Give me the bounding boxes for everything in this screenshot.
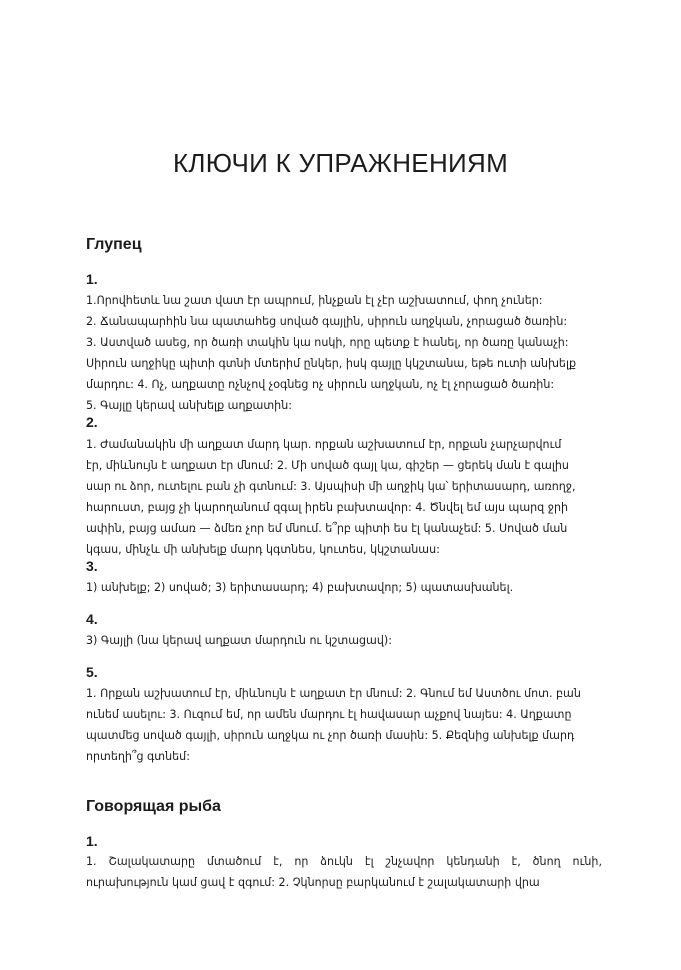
answer-line: ափին, բայց ամառ — ձմեռ չոր եմ մնում. ե՞րբ պիտի ես էլ կանաչեմ: 5. Սոված ման <box>86 522 568 535</box>
page-title: КЛЮЧИ К УПРАЖНЕНИЯМ <box>172 148 509 178</box>
answer-line: 1.Որովհետև նա շատ վատ էր ապրում, ինչքան էլ չէր աշխատում, փող չուներ: <box>86 294 543 307</box>
answer-line: 1. Ժամանակին մի աղքատ մարդ կար. որքան աշխատում էր, որքան չարչարվում <box>86 438 562 451</box>
exercise-number: 3. <box>86 558 98 574</box>
exercise-answer <box>86 577 602 598</box>
exercise-number: 2. <box>86 414 98 430</box>
exercise-answer <box>86 290 602 416</box>
answer-line: ուրախություն կամ ցավ է զգում: 2. Չկնորսը բարկանում է շալակատարի վրա <box>86 876 540 889</box>
answer-line: 1) անխելք; 2) սոված; 3) երիտասարդ; 4) բախտավոր; 5) պատասխանել. <box>86 581 514 594</box>
answer-line: պատմեց սոված գայլի, սիրուն աղջկա ու չոր ծառի մասին: 5. Քեզնից անխելք մարդ <box>86 729 575 742</box>
answer-line: 3. Աստված ասեց, որ ծառի տակին կա ոսկի, որը պետք է հանել, որ ծառը կանաչի: <box>86 336 569 349</box>
answer-line: 3) Գայլի (նա կերավ աղքատ մարդուն ու կշտացավ): <box>86 634 392 647</box>
section-title-glupets: Глупец <box>86 236 142 253</box>
answer-line: 5. Գայլը կերավ անխելք աղքատին: <box>86 399 292 412</box>
answer-line: սար ու ձոր, ուտելու բան չի գտնում: 3. Այսպիսի մի աղջիկ կա՝ երիտասարդ, առողջ, <box>86 480 576 493</box>
answer-line: Սիրուն աղջիկը պիտի գտնի մտերիմ ընկեր, իսկ գայլը կկշտանա, եթե ուտի անխելք <box>86 357 577 370</box>
answer-line: կգաս, մինչև մի անխելք մարդ կգտնես, կուտես, կկշտանաս: <box>86 543 440 556</box>
exercise-number: 1. <box>86 833 98 849</box>
answer-line: 1. Շալակատարը մտածում է, որ ձուկն էլ շնչավոր կենդանի է, ծնող ունի, <box>86 855 602 868</box>
exercise-number: 4. <box>86 611 98 627</box>
exercise-number: 5. <box>86 664 98 680</box>
section-title-govoryashchaya-ryba: Говорящая рыба <box>86 798 221 815</box>
exercise-number: 1. <box>86 271 98 287</box>
answer-line: 2. Ճանապարհին նա պատահեց սոված գայլին, սիրուն աղջկան, չորացած ծառին: <box>86 315 568 328</box>
answer-line: հարուստ, բայց չի կարողանում զգալ իրեն բախտավոր: 4. Ծնվել եմ այս պարզ ջրի <box>86 501 569 514</box>
answer-line: մարդու: 4. Ոչ, աղքատը ոչնչով չօգնեց ոչ սիրուն աղջկան, ոչ էլ չորացած ծառին: <box>86 378 555 391</box>
answer-line: 1. Որքան աշխատում էր, միևնույն է աղքատ էր մնում: 2. Գնում եմ Աստծու մոտ. բան <box>86 687 581 700</box>
exercise-answer <box>86 683 602 767</box>
answer-line: որտեղի՞ց գտնեմ: <box>86 750 190 763</box>
answer-line: ունեմ ասելու: 3. Ուզում եմ, որ ամեն մարդու էլ հավասար աչքով նայես: 4. Աղքատը <box>86 708 572 721</box>
exercise-answer <box>86 630 602 651</box>
answer-line: էր, միևնույն է աղքատ էր մնում: 2. Մի սոված գայլ կա, գիշեր — ցերեկ ման է գալիս <box>86 459 569 472</box>
exercise-answer <box>86 434 602 560</box>
exercise-answer <box>86 851 602 893</box>
